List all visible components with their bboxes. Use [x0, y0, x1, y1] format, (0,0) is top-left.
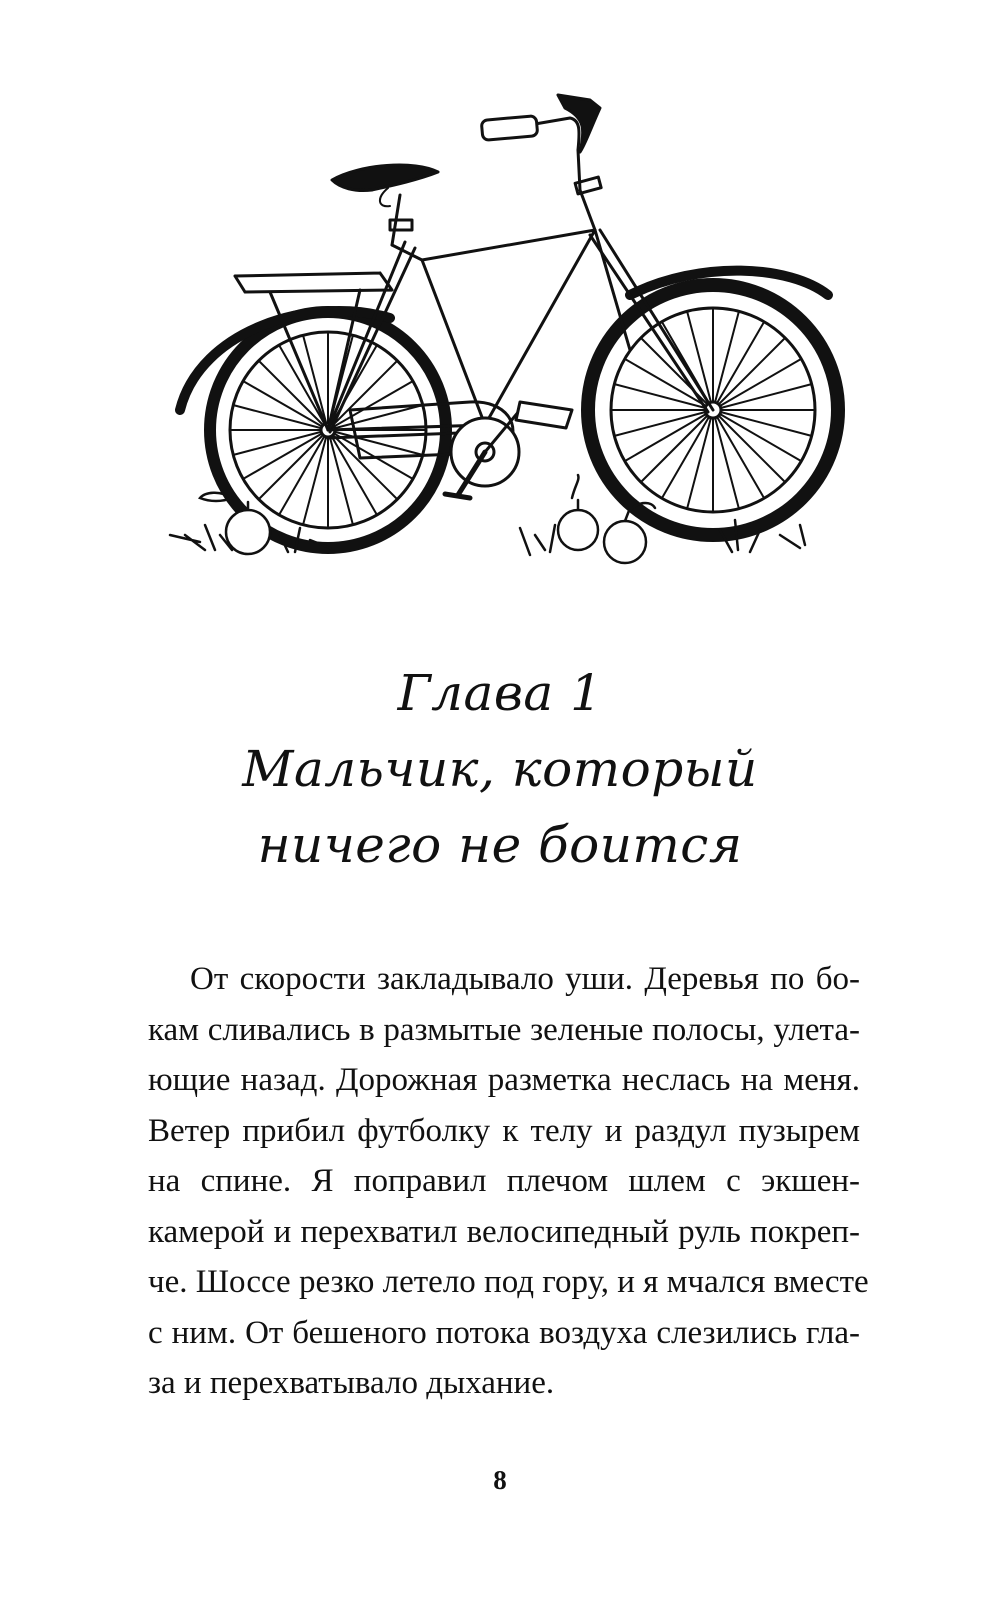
- chapter-heading: [0, 655, 1000, 883]
- apple-icon: [226, 510, 270, 554]
- text-line: на спине. Я поправил плечом шлем с экшен-: [148, 1163, 860, 1199]
- text-line: Ветер прибил футболку к телу и раздул пузырем: [148, 1112, 860, 1149]
- page-number: 8: [493, 1465, 507, 1495]
- text-line: ющие назад. Дорожная разметка неслась на меня.: [148, 1062, 860, 1098]
- chapter-title-line-2: ничего не боится: [257, 816, 743, 874]
- text-line: От скорости закладывало уши. Деревья по бо-: [190, 961, 860, 997]
- text-line: за и перехватывало дыхание.: [148, 1365, 555, 1401]
- text-line: че. Шоссе резко летело под гору, и я мчался вместе: [148, 1264, 869, 1300]
- text-line: кам сливались в размытые зеленые полосы, улета-: [148, 1011, 860, 1048]
- text-line: с ним. От бешеного потока воздуха слезились гла-: [148, 1314, 860, 1351]
- body-paragraph: [148, 954, 869, 1409]
- chapter-title-line-1: Мальчик, который: [242, 740, 758, 798]
- chapter-number: Глава 1: [397, 664, 603, 722]
- bicycle-illustration: [160, 80, 860, 590]
- text-line: камерой и перехватил велосипедный руль покреп-: [148, 1213, 860, 1250]
